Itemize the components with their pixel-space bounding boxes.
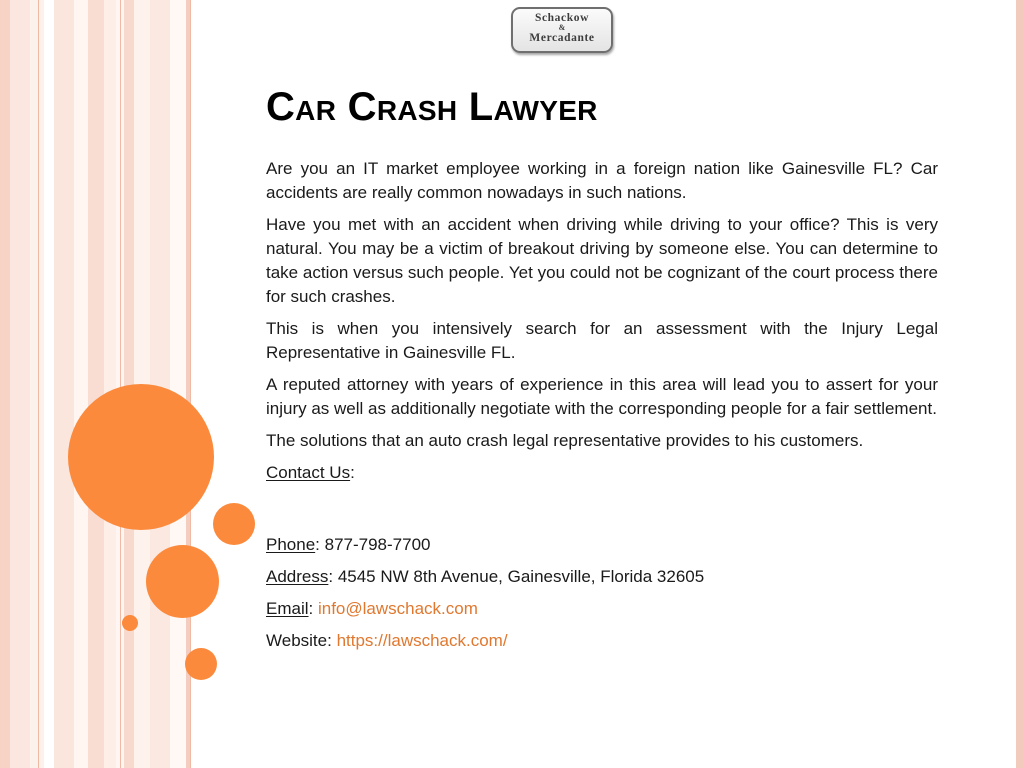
contact-us-link[interactable]: Contact Us [266, 463, 351, 482]
spacer [266, 493, 938, 533]
logo-text-line2: Mercadante [529, 32, 595, 44]
address-line [266, 565, 938, 589]
page-title: Car Crash Lawyer [266, 85, 598, 129]
website-label: Website: [266, 631, 337, 650]
paragraph: The solutions that an auto crash legal representative provides to his customers. [266, 431, 864, 450]
body-content [266, 157, 938, 661]
decorative-circle-medium [146, 545, 219, 618]
contact-heading [266, 461, 938, 485]
paragraph: Have you met with an accident when driving while driving to your office? This is very natural. You may be a victim of breakout driving by someone else. You can determine to take action versus such people. Yet you could not be cognizant of the court process there for such crashes. [266, 215, 938, 306]
paragraph: This is when you intensively search for an assessment with the Injury Legal Representative in Gainesville FL. [266, 319, 938, 362]
phone-line [266, 533, 938, 557]
logo-text-ampersand: & [558, 23, 566, 32]
website-line [266, 629, 938, 653]
decorative-line [38, 0, 39, 768]
email-link[interactable]: info@lawschack.com [317, 599, 478, 618]
phone-value: : 877-798-7700 [315, 535, 431, 554]
right-edge-stripe [1016, 0, 1024, 768]
website-link[interactable]: https://lawschack.com/ [336, 631, 508, 650]
email-separator: : [308, 599, 318, 618]
logo-text-line1: Schackow [534, 12, 589, 24]
decorative-circle-tiny [122, 615, 138, 631]
email-line [266, 597, 938, 621]
decorative-circle-large [68, 384, 214, 530]
paragraph: Are you an IT market employee working in a foreign nation like Gainesville FL? Car accidents are really common nowadays in such nations. [266, 159, 938, 202]
decorative-circle-small [213, 503, 255, 545]
decorative-stripe-band [0, 0, 196, 768]
phone-label[interactable]: Phone [266, 535, 316, 554]
contact-heading-colon: : [350, 463, 355, 482]
email-label[interactable]: Email [266, 599, 309, 618]
address-label[interactable]: Address [266, 567, 329, 586]
decorative-line [120, 0, 121, 768]
firm-logo [511, 7, 613, 53]
decorative-circle-small [185, 648, 217, 680]
address-value: : 4545 NW 8th Avenue, Gainesville, Florida 32605 [328, 567, 705, 586]
paragraph: A reputed attorney with years of experience in this area will lead you to assert for your injury as well as additionally negotiate with the corresponding people for a fair settlement. [266, 375, 938, 418]
